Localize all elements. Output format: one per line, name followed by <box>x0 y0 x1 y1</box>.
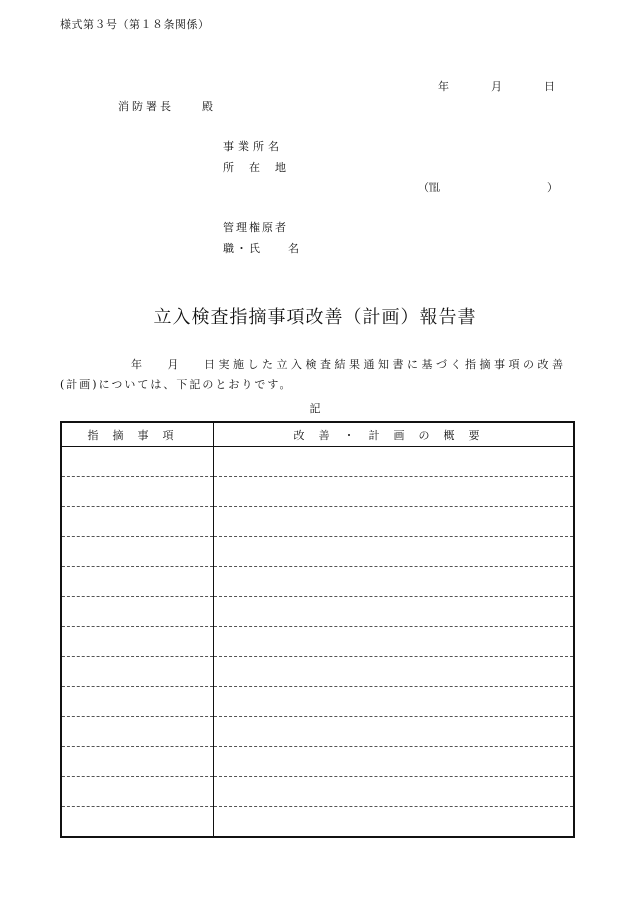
table-row <box>61 477 574 507</box>
improvement-cell[interactable] <box>214 747 575 777</box>
table-row <box>61 447 574 477</box>
improvement-cell[interactable] <box>214 627 575 657</box>
findings-cell[interactable] <box>61 717 214 747</box>
table-row <box>61 537 574 567</box>
improvement-cell[interactable] <box>214 537 575 567</box>
report-table <box>60 421 575 838</box>
improvement-cell[interactable] <box>214 477 575 507</box>
table-row <box>61 807 574 838</box>
office-name-label: 事業所名 <box>223 140 283 153</box>
findings-cell[interactable] <box>61 507 214 537</box>
improvement-cell[interactable] <box>214 807 575 838</box>
body-line-1 <box>131 356 567 372</box>
table-row <box>61 657 574 687</box>
improvement-cell[interactable] <box>214 447 575 477</box>
table-row <box>61 507 574 537</box>
tel-field <box>418 179 558 195</box>
improvement-cell[interactable] <box>214 777 575 807</box>
findings-cell[interactable] <box>61 807 214 838</box>
findings-cell[interactable] <box>61 687 214 717</box>
findings-cell[interactable] <box>61 747 214 777</box>
tel-label: （℡ <box>418 181 440 194</box>
table-row <box>61 717 574 747</box>
table-row <box>61 627 574 657</box>
date-month-label: 月 <box>491 80 502 93</box>
table-row <box>61 777 574 807</box>
ki-label: 記 <box>309 402 321 415</box>
findings-cell[interactable] <box>61 567 214 597</box>
findings-cell[interactable] <box>61 477 214 507</box>
table-header-row <box>61 422 574 447</box>
col-header-improvement: 改善・計画の概要 <box>214 422 575 447</box>
findings-cell[interactable] <box>61 627 214 657</box>
improvement-cell[interactable] <box>214 507 575 537</box>
body-month-label: 月 <box>167 358 182 371</box>
improvement-cell[interactable] <box>214 597 575 627</box>
findings-cell[interactable] <box>61 447 214 477</box>
table-row <box>61 567 574 597</box>
location-label: 所在地 <box>223 161 301 174</box>
owner-label: 管理権原者 <box>223 221 288 234</box>
findings-cell[interactable] <box>61 537 214 567</box>
tel-close-paren: ） <box>547 181 558 194</box>
table-row <box>61 597 574 627</box>
col-header-findings: 指摘事項 <box>61 422 214 447</box>
findings-cell[interactable] <box>61 597 214 627</box>
document-title: 立入検査指摘事項改善（計画）報告書 <box>153 307 477 328</box>
table-row <box>61 747 574 777</box>
body-line-1-text: 日実施した立入検査結果通知書に基づく指摘事項の改善 <box>204 358 567 371</box>
form-number: 様式第３号（第１８条関係） <box>60 18 210 31</box>
findings-cell[interactable] <box>61 777 214 807</box>
findings-cell[interactable] <box>61 657 214 687</box>
name-label: 職・氏 名 <box>223 242 301 255</box>
improvement-cell[interactable] <box>214 657 575 687</box>
table-row <box>61 687 574 717</box>
date-day-label: 日 <box>544 80 555 93</box>
date-year-label: 年 <box>438 80 449 93</box>
addressee: 消防署長 殿 <box>118 100 216 113</box>
body-year-label: 年 <box>131 358 146 371</box>
improvement-cell[interactable] <box>214 687 575 717</box>
improvement-cell[interactable] <box>214 567 575 597</box>
improvement-cell[interactable] <box>214 717 575 747</box>
body-line-2: (計画)については、下記のとおりです。 <box>60 378 293 391</box>
